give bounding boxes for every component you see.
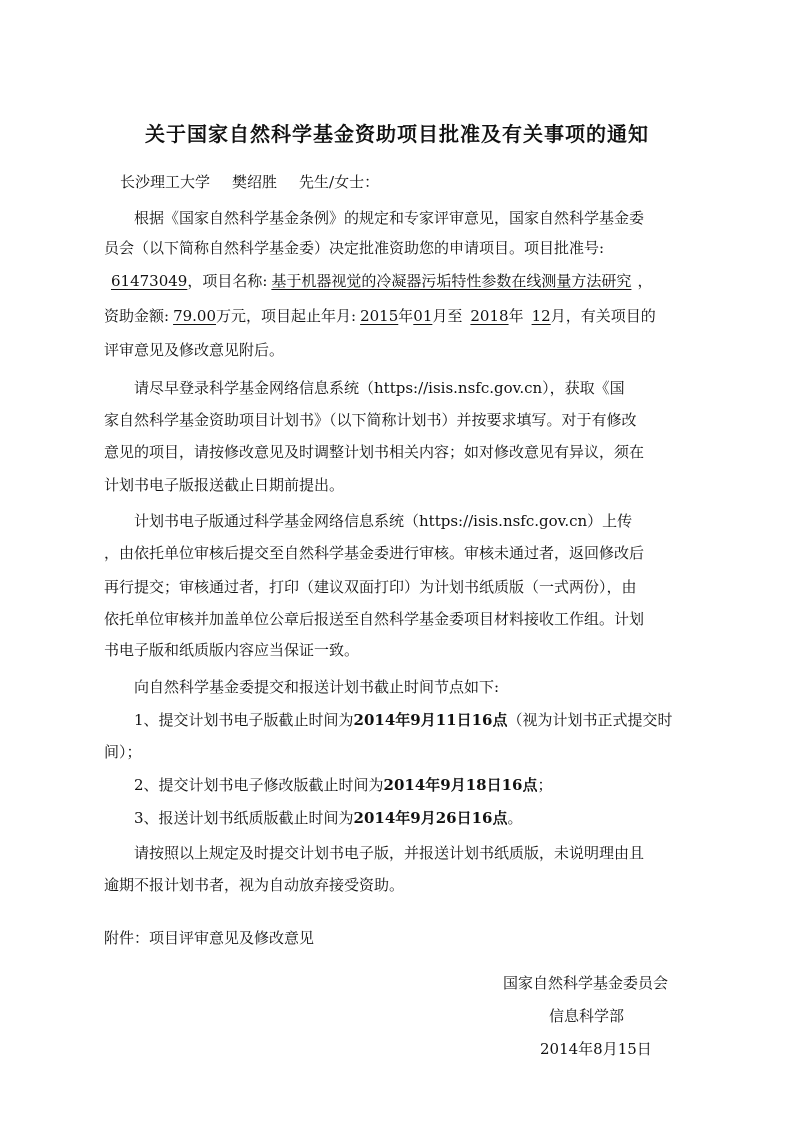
deadline-3-suffix: 。 <box>507 809 523 827</box>
para1-line4 <box>104 306 684 326</box>
para2-line2: 家自然科学基金资助项目计划书》（以下简称计划书）并按要求填写。对于有修改 <box>104 411 637 429</box>
approval-number: 61473049 <box>111 272 188 290</box>
para2-line3: 意见的项目，请按修改意见及时调整计划书相关内容；如对修改意见有异议，须在 <box>104 443 645 461</box>
document-title: 关于国家自然科学基金资助项目批准及有关事项的通知 <box>145 122 649 146</box>
deadline-item-3 <box>134 808 714 828</box>
para2-line4: 计划书电子版报送截止日期前提出。 <box>104 476 345 494</box>
signature-date: 2014年8月15日 <box>540 1040 652 1058</box>
para3-line1: 计划书电子版通过科学基金网络信息系统（https://isis.nsfc.gov.cn）上传 <box>134 512 633 530</box>
para1-line5: 评审意见及修改意见附后。 <box>104 341 285 359</box>
deadline-3-time: 2014年9月26日16点 <box>353 809 508 827</box>
deadline-item-2 <box>134 775 714 795</box>
deadline-1-time: 2014年9月11日16点 <box>353 711 508 729</box>
funding-unit: 万元，项目起止年月: <box>216 307 357 325</box>
salutation <box>120 172 700 192</box>
para3-line5: 书电子版和纸质版内容应当保证一致。 <box>104 641 360 659</box>
start-month: 01 <box>413 307 433 325</box>
deadline-1-suffix: （视为计划书正式提交时 <box>507 711 673 729</box>
end-month: 12 <box>531 307 551 325</box>
salutation-institution: 长沙理工大学 <box>120 173 211 191</box>
para5-line2: 逾期不报计划书者，视为自动放弃接受资助。 <box>104 876 405 894</box>
project-name-label: ，项目名称: <box>187 272 268 290</box>
start-year-char: 年 <box>398 307 414 325</box>
signature-org: 国家自然科学基金委员会 <box>503 974 669 992</box>
to-text: 月至 <box>432 307 463 325</box>
project-name: 基于机器视觉的冷凝器污垢特性参数在线测量方法研究 <box>271 272 632 290</box>
para1-line4-tail: 月，有关项目的 <box>550 307 656 325</box>
deadlines-intro: 向自然科学基金委提交和报送计划书截止时间节点如下: <box>134 678 500 696</box>
salutation-honorific: 先生/女士： <box>299 173 380 191</box>
deadline-2-suffix: ； <box>537 776 553 794</box>
end-year-char: 年 <box>508 307 524 325</box>
funding-amount: 79.00 <box>173 307 217 325</box>
para1-line2: 员会（以下简称自然科学基金委）决定批准资助您的申请项目。项目批准号: <box>104 239 605 257</box>
para3-line4: 依托单位审核并加盖单位公章后报送至自然科学基金委项目材料接收工作组。计划 <box>104 610 645 628</box>
para5-line1: 请按照以上规定及时提交计划书电子版，并报送计划书纸质版，未说明理由且 <box>134 844 645 862</box>
deadline-item-1-cont: 间）； <box>104 743 142 761</box>
deadline-3-prefix: 3、报送计划书纸质版截止时间为 <box>134 809 354 827</box>
end-year: 2018 <box>470 307 509 325</box>
deadline-item-1 <box>134 710 714 730</box>
para1-line1: 根据《国家自然科学基金条例》的规定和专家评审意见，国家自然科学基金委 <box>134 209 645 227</box>
funding-label: 资助金额: <box>104 307 170 325</box>
para3-line2: ，由依托单位审核后提交至自然科学基金委进行审核。审核未通过者，返回修改后 <box>104 544 645 562</box>
deadline-2-time: 2014年9月18日16点 <box>383 776 538 794</box>
start-year: 2015 <box>360 307 399 325</box>
signature-dept: 信息科学部 <box>549 1007 625 1025</box>
para1-line3 <box>111 271 691 291</box>
attachment-note: 附件：项目评审意见及修改意见 <box>104 929 315 947</box>
para3-line3: 再行提交；审核通过者，打印（建议双面打印）为计划书纸质版（一式两份），由 <box>104 578 637 596</box>
salutation-name: 樊绍胜 <box>232 173 278 191</box>
para2-line1: 请尽早登录科学基金网络信息系统（https://isis.nsfc.gov.cn），获取《国 <box>134 379 625 397</box>
deadline-2-prefix: 2、提交计划书电子修改版截止时间为 <box>134 776 384 794</box>
deadline-1-prefix: 1、提交计划书电子版截止时间为 <box>134 711 354 729</box>
project-name-comma: ， <box>637 272 653 290</box>
